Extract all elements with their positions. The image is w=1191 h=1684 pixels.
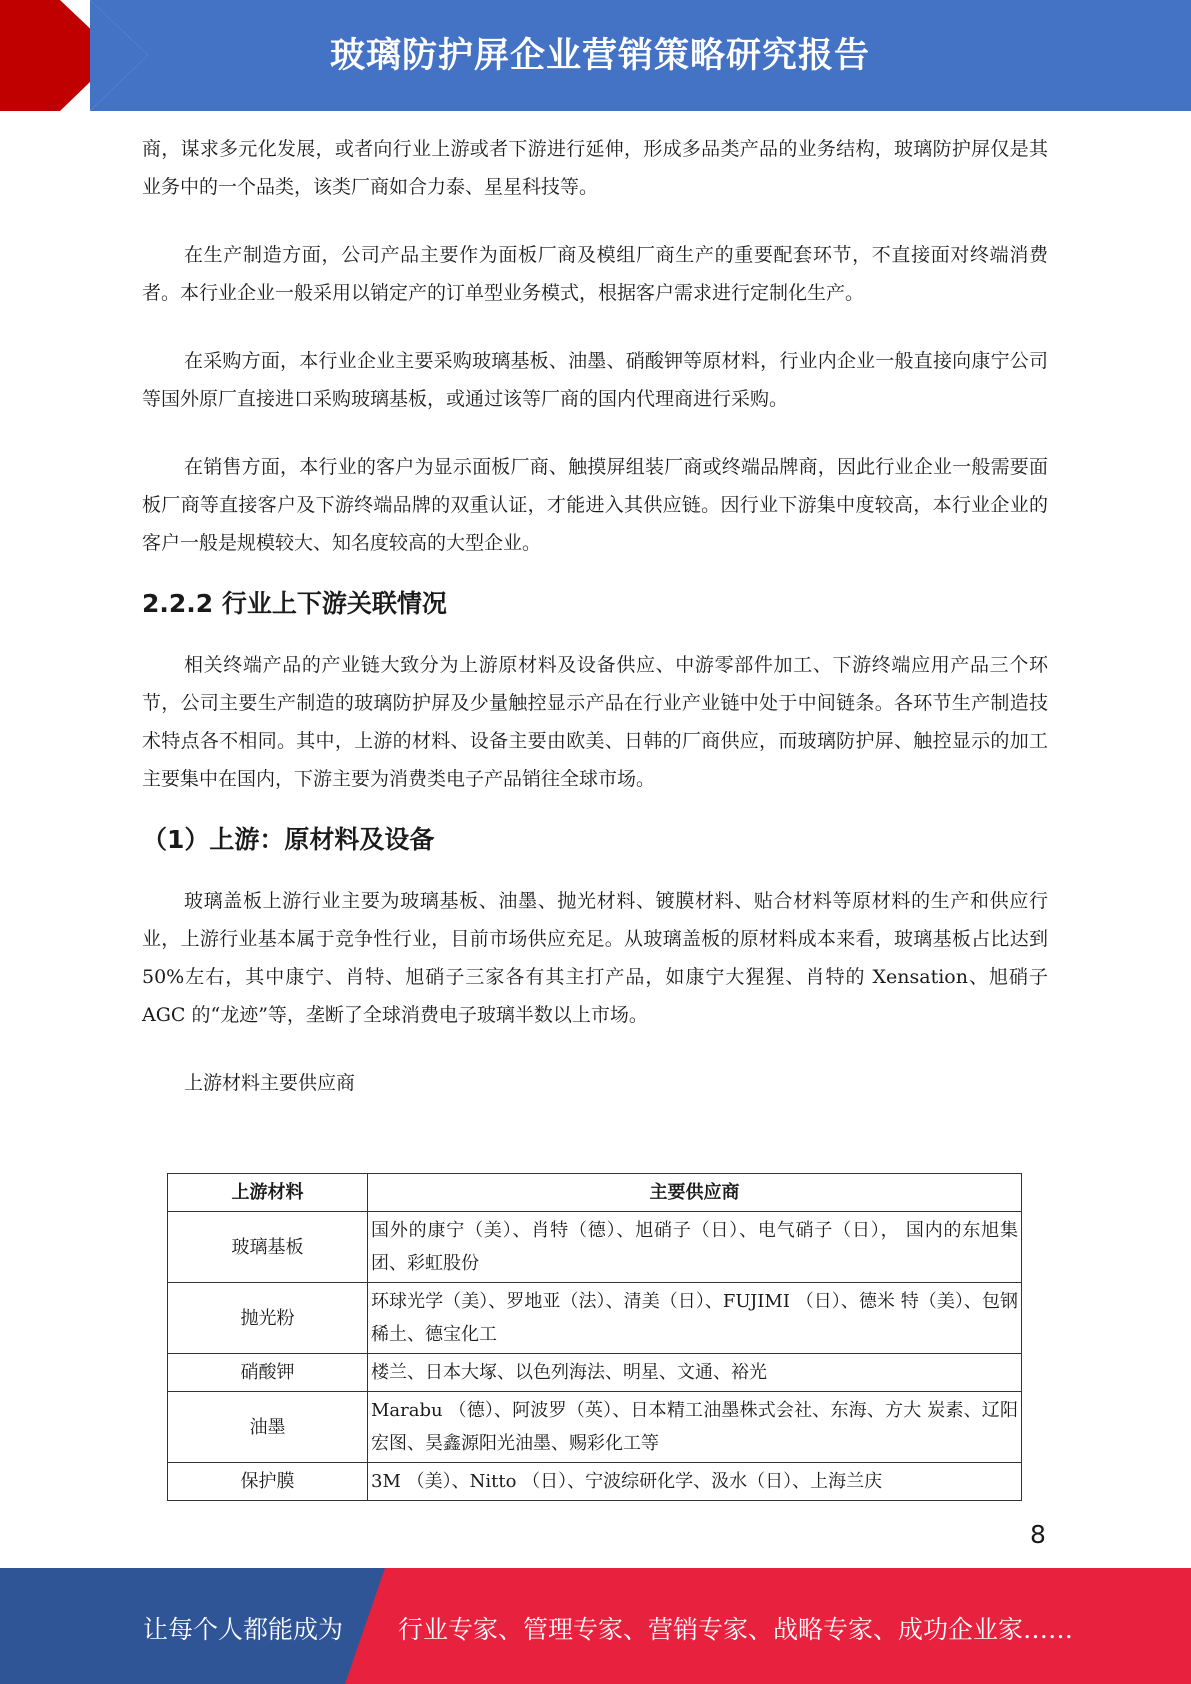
paragraph-production: 在生产制造方面，公司产品主要作为面板厂商及模组厂商生产的重要配套环节，不直接面对终端消费者。本行业企业一般采用以销定产的订单型业务模式，根据客户需求进行定制化生产。	[142, 244, 1048, 304]
paragraph-industry-chain: 相关终端产品的产业链大致分为上游原材料及设备供应、中游零部件加工、下游终端应用产品三个环节，公司主要生产制造的玻璃防护屏及少量触控显示产品在行业产业链中处于中间链条。各环节生产制造技术特点各不相同。其中，上游的材料、设备主要由欧美、日韩的厂商供应，而玻璃防护屏、触控显示的加工主要集中在国内，下游主要为消费类电子产品销往全球市场。	[142, 654, 1048, 790]
paragraph-purchasing: 在采购方面，本行业企业主要采购玻璃基板、油墨、硝酸钾等原材料，行业内企业一般直接向康宁公司等国外原厂直接进口采购玻璃基板，或通过该等厂商的国内代理商进行采购。	[142, 350, 1048, 410]
table-header-row	[168, 1174, 1022, 1212]
footer-slogan-left: 让每个人都能成为	[143, 1615, 344, 1644]
paragraph-sales: 在销售方面，本行业的客户为显示面板厂商、触摸屏组装厂商或终端品牌商，因此行业企业一般需要面板厂商等直接客户及下游终端品牌的双重认证，才能进入其供应链。因行业下游集中度较高，本行业企业的客户一般是规模较大、知名度较高的大型企业。	[142, 456, 1048, 554]
page-number: 8	[1030, 1520, 1046, 1549]
report-title: 玻璃防护屏企业营销策略研究报告	[330, 36, 871, 76]
suppliers-cell: Marabu （德）、阿波罗（英）、日本精工油墨株式会社、东海、方大 炭素、辽阳宏图、昊鑫源阳光油墨、赐彩化工等	[368, 1392, 1022, 1463]
section-heading-2-2-2: 2.2.2 行业上下游关联情况	[142, 589, 447, 618]
material-cell: 油墨	[168, 1392, 368, 1463]
footer-slogan-right: 行业专家、管理专家、营销专家、战略专家、成功企业家……	[398, 1615, 1074, 1644]
table-row	[168, 1392, 1022, 1463]
suppliers-cell: 国外的康宁（美）、肖特（德）、旭硝子（日）、电气硝子（日）， 国内的东旭集团、彩虹股份	[368, 1212, 1022, 1283]
page-footer	[0, 1568, 1191, 1684]
paragraph-continued: 商，谋求多元化发展，或者向行业上游或者下游进行延伸，形成多品类产品的业务结构，玻璃防护屏仅是其业务中的一个品类，该类厂商如合力泰、星星科技等。	[142, 138, 1048, 198]
table-caption: 上游材料主要供应商	[184, 1072, 356, 1094]
material-cell: 保护膜	[168, 1463, 368, 1501]
table-row	[168, 1354, 1022, 1392]
material-cell: 硝酸钾	[168, 1354, 368, 1392]
suppliers-cell: 3M （美）、Nitto （日）、宁波综研化学、汲水（日）、上海兰庆	[368, 1463, 1022, 1501]
material-cell: 玻璃基板	[168, 1212, 368, 1283]
column-header-material: 上游材料	[168, 1174, 368, 1212]
subsection-heading-upstream: （1）上游：原材料及设备	[142, 825, 435, 854]
column-header-suppliers: 主要供应商	[368, 1174, 1022, 1212]
table-row	[168, 1463, 1022, 1501]
suppliers-cell: 环球光学（美）、罗地亚（法）、清美（日）、FUJIMI （日）、德米 特（美）、包钢稀土、德宝化工	[368, 1283, 1022, 1354]
document-body	[142, 130, 1048, 1102]
table-row	[168, 1283, 1022, 1354]
page-header	[0, 0, 1191, 111]
paragraph-upstream: 玻璃盖板上游行业主要为玻璃基板、油墨、抛光材料、镀膜材料、贴合材料等原材料的生产和供应行业，上游行业基本属于竞争性行业，目前市场供应充足。从玻璃盖板的原材料成本来看，玻璃基板占比达到 50%左右，其中康宁、肖特、旭硝子三家各有其主打产品，如康宁大猩猩、肖特的 Xensation、旭硝子 AGC 的“龙迹”等，垄断了全球消费电子玻璃半数以上市场。	[142, 890, 1048, 1026]
material-cell: 抛光粉	[168, 1283, 368, 1354]
table-row	[168, 1212, 1022, 1283]
supplier-table	[167, 1173, 1022, 1501]
suppliers-cell: 楼兰、日本大塚、以色列海法、明星、文通、裕光	[368, 1354, 1022, 1392]
